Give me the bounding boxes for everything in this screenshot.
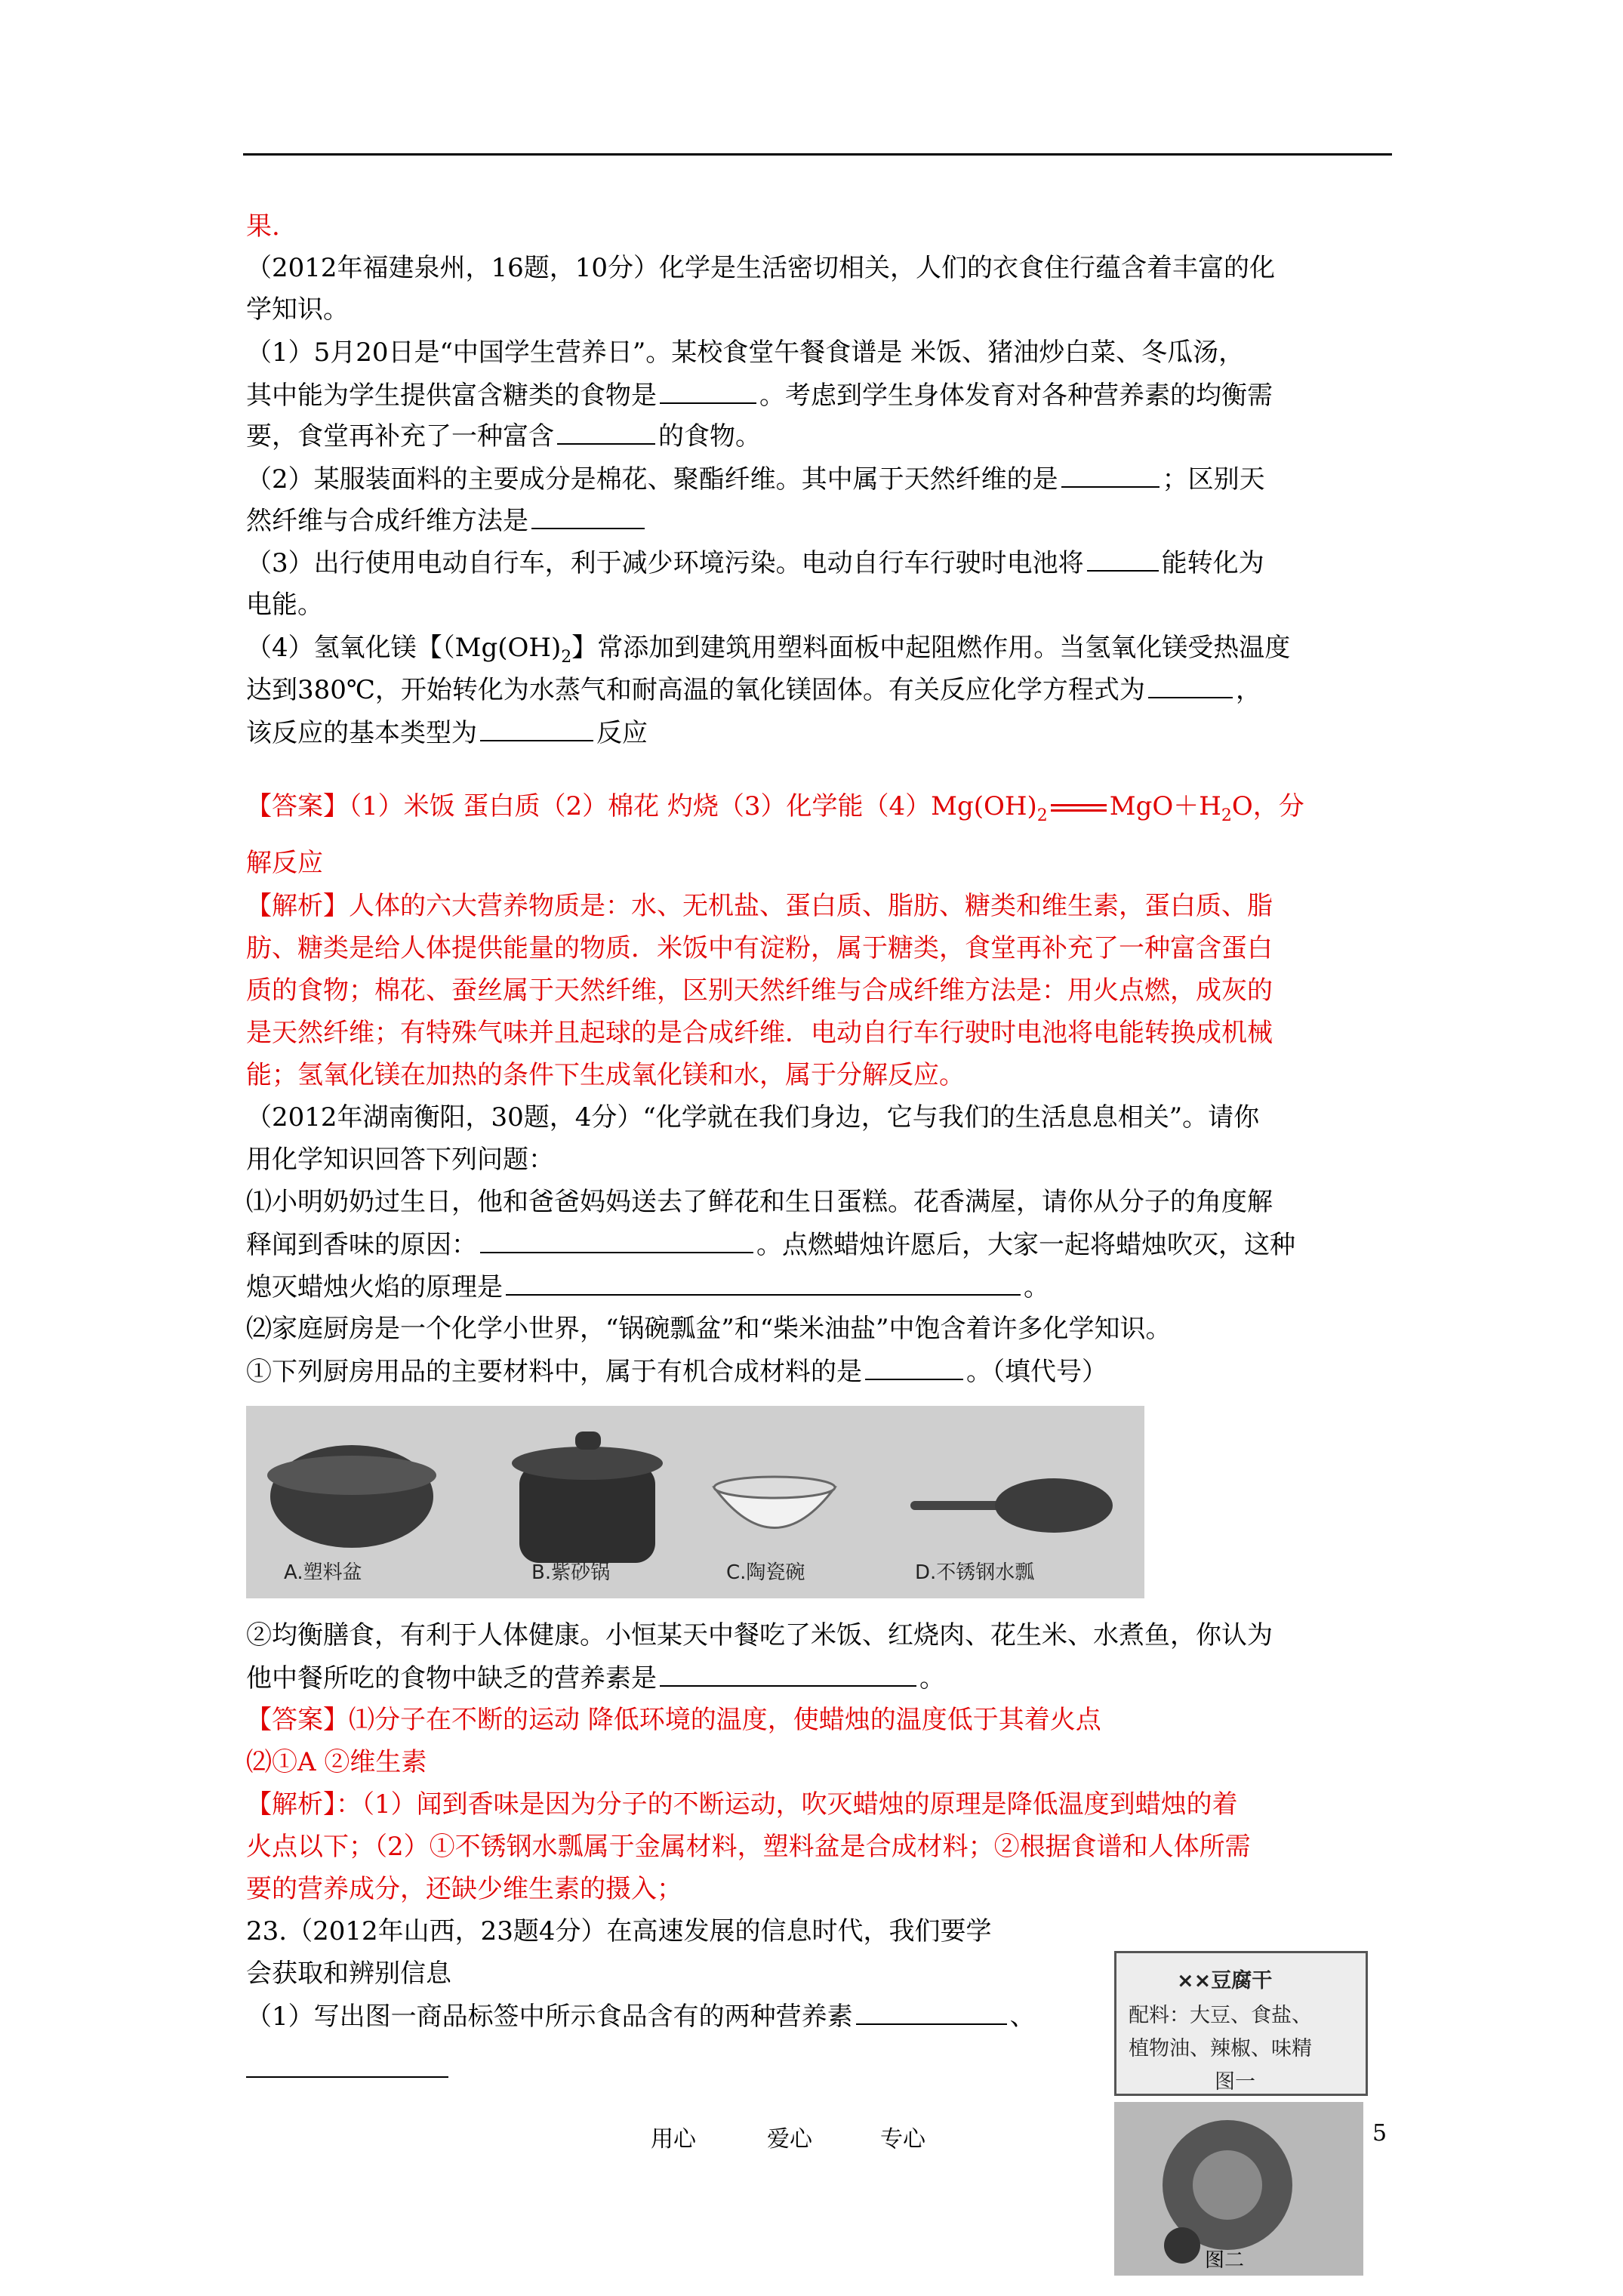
explanation-line: 火点以下；（2）①不锈钢水瓢属于金属材料，塑料盆是合成材料；②根据食谱和人体所需 [246, 1832, 1251, 1862]
header-rule [243, 153, 1392, 156]
text-span: 。 [919, 1663, 945, 1693]
text-line [246, 1229, 1295, 1260]
text-line [246, 1356, 1107, 1387]
text-span: 熄灭蜡烛火焰的原理是 [246, 1272, 503, 1302]
figure-caption: 图一 [1215, 2070, 1255, 2094]
option-b-label: B.紫砂锅 [531, 1561, 611, 1584]
footer-word: 专心 [880, 2126, 925, 2153]
food-label-figure [1114, 1951, 1368, 2096]
text-span: 的食物。 [658, 421, 761, 451]
text-span: 【答案】（1）米饭 蛋白质（2）棉花 灼烧（3）化学能（4）Mg(OH) [246, 791, 1037, 821]
text-line [246, 505, 648, 536]
text-line: ②均衡膳食，有利于人体健康。小恒某天中餐吃了米饭、红烧肉、花生米、水煮鱼，你认为 [246, 1620, 1273, 1650]
option-c-label: C.陶瓷碗 [726, 1561, 805, 1584]
text-line [246, 464, 1265, 495]
answer-blank [660, 1663, 916, 1687]
answer-line: 解反应 [246, 848, 323, 878]
text-line: （1）5月20日是“中国学生营养日”。某校食堂午餐食谱是 米饭、猪油炒白菜、冬瓜汤， [246, 337, 1245, 368]
text-span: MgO＋H [1109, 791, 1221, 821]
answer-blank [557, 421, 655, 445]
text-line [246, 674, 1261, 705]
text-span: （2）某服装面料的主要成分是棉花、聚酯纤维。其中属于天然纤维的是 [246, 464, 1058, 495]
text-line [246, 380, 1273, 411]
text-span: 达到380℃，开始转化为水蒸气和耐高温的氧化镁固体。有关反应化学方程式为 [246, 675, 1145, 705]
text-span: 该反应的基本类型为 [246, 718, 477, 748]
text-line: ⑵家庭厨房是一个化学小世界，“锅碗瓢盆”和“柴米油盐”中饱含着许多化学知识。 [246, 1314, 1172, 1344]
answer-blank [1087, 547, 1159, 572]
subscript: 2 [1221, 806, 1232, 825]
text-span: ①下列厨房用品的主要材料中，属于有机合成材料的是 [246, 1357, 862, 1387]
text-span: 要，食堂再补充了一种富含 [246, 421, 554, 451]
text-line: ⑴小明奶奶过生日，他和爸爸妈妈送去了鲜花和生日蛋糕。花香满屋，请你从分子的角度解 [246, 1187, 1273, 1217]
answer-blank [1061, 464, 1160, 488]
label-ingredients: 配料：大豆、食盐、 [1129, 2004, 1312, 2027]
answer-line: 【答案】⑴分子在不断的运动 降低环境的温度，使蜡烛的温度低于其着火点 [246, 1705, 1101, 1735]
text-span: ， [1235, 675, 1261, 705]
subscript: 2 [561, 647, 572, 667]
text-line: 学知识。 [246, 294, 349, 325]
footer-word: 用心 [651, 2126, 696, 2153]
label-title: ××豆腐干 [1177, 1969, 1273, 1992]
subscript: 2 [1036, 806, 1048, 825]
text-span: 、 [1009, 2002, 1036, 2032]
text-span: （1）写出图一商品标签中所示食品含有的两种营养素 [246, 2002, 853, 2032]
text-line: 用化学知识回答下列问题： [246, 1145, 554, 1175]
answer-blank-continued [246, 2076, 448, 2078]
question-header: 23.（2012年山西，23题4分）在高速发展的信息时代，我们要学 [246, 1916, 992, 1946]
text-span: 。点燃蜡烛许愿后，大家一起将蜡烛吹灭，这种 [756, 1230, 1295, 1260]
text-span: 他中餐所吃的食物中缺乏的营养素是 [246, 1663, 657, 1693]
explanation-line: 【解析】人体的六大营养物质是：水、无机盐、蛋白质、脂肪、糖类和维生素，蛋白质、脂 [246, 891, 1273, 921]
text-line [246, 547, 1264, 578]
answer-blank [856, 2001, 1007, 2025]
text-span: 】常添加到建筑用塑料面板中起阻燃作用。当氢氧化镁受热温度 [571, 633, 1291, 663]
text-span: 。 [1024, 1272, 1049, 1302]
answer-blank [480, 1229, 753, 1253]
text-span: 释闻到香味的原因： [246, 1230, 477, 1260]
question-header: （2012年湖南衡阳，30题，4分）“化学就在我们身边，它与我们的生活息息相关”。请你 [246, 1102, 1260, 1133]
answer-blank [480, 717, 593, 741]
answer-blank [660, 380, 756, 404]
text-span: （3）出行使用电动自行车，利于减少环境污染。电动自行车行驶时电池将 [246, 548, 1084, 578]
answer-blank [531, 505, 645, 529]
text-span: 然纤维与合成纤维方法是 [246, 506, 528, 536]
option-a-label: A.塑料盆 [284, 1561, 362, 1584]
text-line [246, 2001, 1036, 2032]
text-line [246, 717, 648, 748]
text-line [246, 633, 1290, 673]
question-header: （2012年福建泉州，16题，10分）化学是生活密切相关，人们的衣食住行蕴含着丰富的化 [246, 253, 1276, 283]
option-d-label: D.不锈钢水瓢 [915, 1561, 1035, 1584]
text-line [246, 421, 761, 451]
explanation-line: 质的食物；棉花、蚕丝属于天然纤维，区别天然纤维与合成纤维方法是：用火点燃，成灰的 [246, 975, 1273, 1006]
label-ingredients: 植物油、辣椒、味精 [1129, 2037, 1312, 2060]
text-line: 果. [246, 211, 280, 242]
explanation-line: 肪、糖类是给人体提供能量的物质．米饭中有淀粉，属于糖类，食堂再补充了一种富含蛋白 [246, 933, 1273, 963]
text-span: ；区别天 [1162, 464, 1265, 495]
explanation-line: 要的营养成分，还缺少维生素的摄入； [246, 1874, 682, 1904]
text-span: （4）氢氧化镁【（Mg(OH) [246, 633, 562, 663]
text-span: 。考虑到学生身体发育对各种营养素的均衡需 [759, 381, 1273, 411]
explanation-line: 是天然纤维；有特殊气味并且起球的是合成纤维．电动自行车行驶时电池将电能转换成机械 [246, 1018, 1273, 1048]
text-line: 会获取和辨别信息 [246, 1959, 451, 1989]
answer-blank [506, 1271, 1021, 1296]
text-span: 其中能为学生提供富含糖类的食物是 [246, 381, 657, 411]
equation-sign [1051, 804, 1107, 812]
text-line [246, 1271, 1049, 1302]
text-span: 反应 [596, 718, 648, 748]
figure-two-photo [1114, 2102, 1363, 2276]
answer-blank [865, 1356, 963, 1380]
footer-word: 爱心 [767, 2126, 812, 2153]
text-line: 电能。 [246, 590, 323, 620]
text-span: 。（填代号） [966, 1357, 1107, 1387]
text-span: 能转化为 [1161, 548, 1264, 578]
kitchenware-photo [246, 1406, 1144, 1598]
explanation-line: 能；氢氧化镁在加热的条件下生成氧化镁和水，属于分解反应。 [246, 1060, 965, 1090]
text-span: O，分 [1231, 791, 1304, 821]
page-number: 5 [1372, 2120, 1387, 2147]
answer-line [246, 791, 1304, 831]
figure-caption: 图二 [1205, 2249, 1245, 2272]
text-line [246, 1663, 945, 1693]
answer-blank [1148, 674, 1233, 698]
answer-line: ⑵①A ②维生素 [246, 1747, 427, 1777]
explanation-line: 【解析】：（1）闻到香味是因为分子的不断运动，吹灭蜡烛的原理是降低温度到蜡烛的着 [246, 1789, 1238, 1820]
